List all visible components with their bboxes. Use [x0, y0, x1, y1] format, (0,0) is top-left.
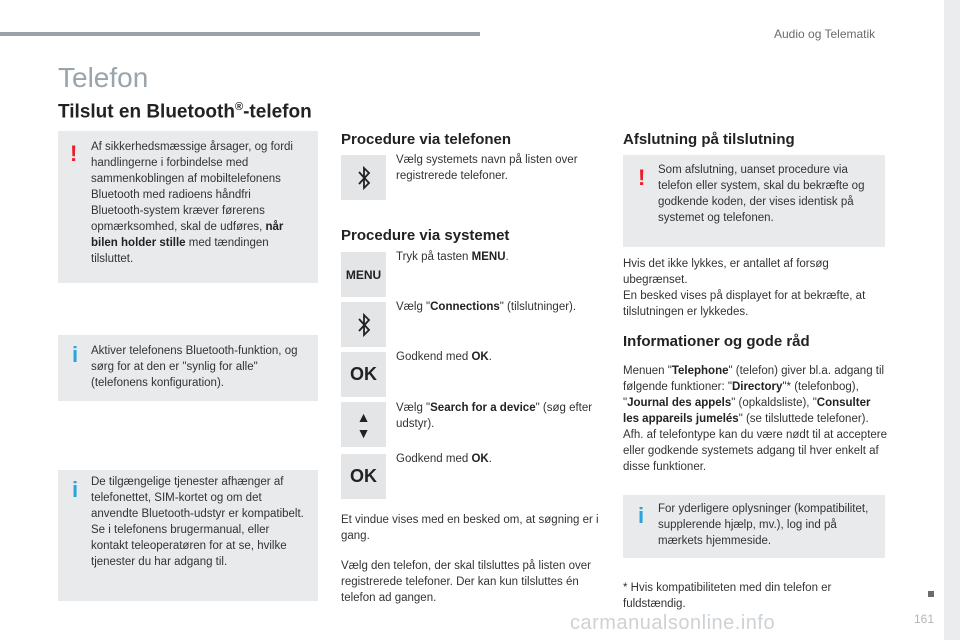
search-message: Et vindue vises med en besked om, at søgning er i gang. — [341, 514, 599, 542]
info-text: Aktiver telefonens Bluetooth-funktion, og sørg for at den er "synlig for alle" (telefonens konfiguration). — [91, 345, 298, 389]
step-1: Tryk på tasten MENU. — [396, 251, 509, 263]
step-2: Vælg "Connections" (tilslutninger). — [396, 301, 577, 313]
ok-button-icon: OK — [341, 352, 386, 397]
heading-finish: Afslutning på tilslutning — [623, 131, 795, 148]
warning-box — [623, 155, 885, 247]
info-icon: i — [72, 342, 79, 367]
warning-icon: ! — [70, 141, 78, 166]
retry-text: Hvis det ikke lykkes, er antallet af forsøg ubegrænset. En besked vises på displayet for at bekræfte, at tilslutningen er lykkedes. — [623, 258, 866, 318]
phone-step: Vælg systemets navn på listen over registrerede telefoner. — [396, 154, 578, 182]
page-number: 161 — [914, 612, 935, 626]
top-rule — [0, 32, 480, 36]
bluetooth-icon — [357, 164, 371, 192]
arrow-keys-icon — [341, 402, 386, 447]
info-text: Menuen "Telephone" (telefon) giver bl.a. adgang til følgende funktioner: "Directory"* (telefonbog), "Journal des appels" (opkaldsliste), "Consulter les appareils jumelés" (se tilsluttede telefoner). Afh. af telefontype kan du være nødt til at acceptere eller godkende systemets adgang til hver enkelt af disse funktioner. — [623, 365, 888, 473]
info-icon: i — [638, 503, 645, 528]
info-icon: i — [72, 477, 79, 502]
heading-info: Informationer og gode råd — [623, 333, 810, 350]
side-strip — [944, 0, 960, 640]
page-title: Telefon — [58, 62, 149, 93]
ok-button-icon: OK — [341, 454, 386, 499]
warning-text: Som afslutning, uanset procedure via telefon eller system, skal du bekræfte og godkende koden, der vises identisk på systemet og telefonen. — [658, 164, 865, 224]
info-text: De tilgængelige tjenester afhænger af telefonettet, SIM-kortet og om det anvendte Bluetooth-udstyr er kompatibelt. Se i telefonens brugermanual, eller kontakt teleoperatøren for at se, hvilke tjenester du har adgang til. — [91, 476, 304, 568]
up-arrow-icon: ▲ — [356, 408, 371, 425]
step-3: Godkend med OK. — [396, 351, 492, 363]
footnote: * Hvis kompatibiliteten med din telefon er fuldstændig. — [623, 582, 832, 610]
bluetooth-icon-tile — [341, 302, 386, 347]
step-5: Godkend med OK. — [396, 453, 492, 465]
warning-icon: ! — [638, 165, 646, 190]
menu-button-icon: MENU — [341, 252, 386, 297]
info-box-bluetooth — [58, 335, 318, 401]
bluetooth-icon — [357, 311, 371, 339]
info-box-website — [623, 495, 885, 558]
step-4: Vælg "Search for a device" (søg efter udstyr). — [396, 402, 593, 430]
page-marker — [928, 591, 934, 597]
down-arrow-icon: ▼ — [356, 424, 371, 441]
warning-text: Af sikkerhedsmæssige årsager, og fordi handlingerne i forbindelse med sammenkoblingen af mobiltelefonens Bluetooth med radioens håndfri Bluetooth-system kræver førerens opmærksomhed, skal de udføres, når bilen holder stille med tændingen tilsluttet. — [91, 141, 293, 265]
main-heading: Tilslut en Bluetooth®-telefon — [58, 101, 312, 123]
info-text: For yderligere oplysninger (kompatibilitet, supplerende hjælp, mv.), log ind på mærkets hjemmeside. — [658, 503, 869, 547]
section-header: Audio og Telematik — [774, 27, 876, 41]
watermark: carmanualsonline.info — [570, 612, 776, 634]
warning-box — [58, 131, 318, 283]
bluetooth-icon-tile — [341, 155, 386, 200]
select-phone-text: Vælg den telefon, der skal tilsluttes på listen over registrerede telefoner. Der kan kun tilsluttes én telefon ad gangen. — [341, 560, 591, 604]
heading-system-procedure: Procedure via systemet — [341, 227, 510, 244]
heading-phone-procedure: Procedure via telefonen — [341, 131, 512, 148]
info-box-services — [58, 470, 318, 601]
